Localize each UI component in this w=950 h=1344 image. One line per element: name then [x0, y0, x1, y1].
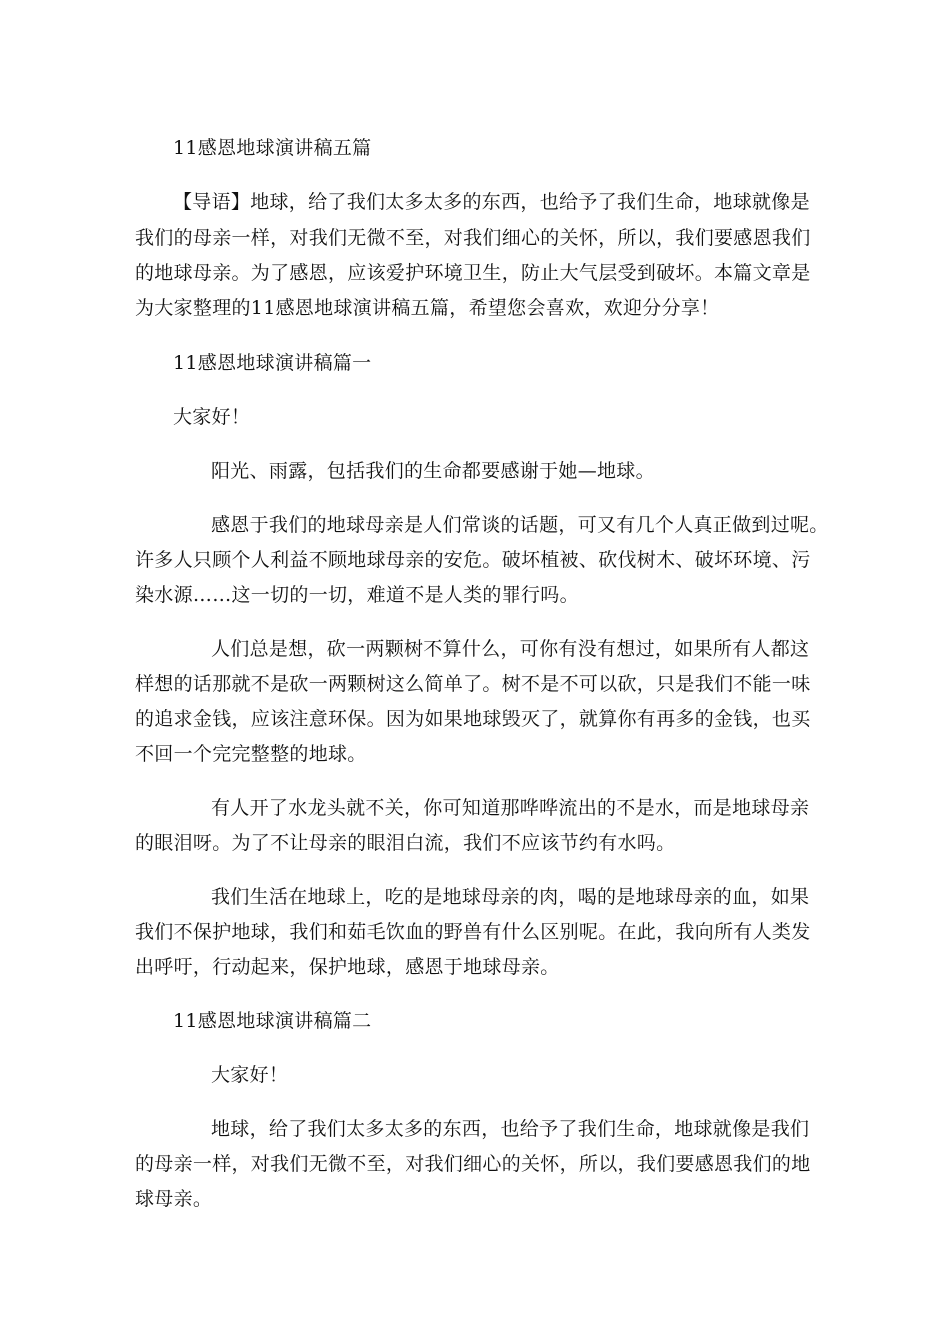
section2-heading: 11感恩地球演讲稿篇二: [173, 1010, 372, 1032]
paragraph-line: 许多人只顾个人利益不顾地球母亲的安危。破坏植被、砍伐树木、破坏环境、污: [135, 549, 811, 571]
paragraph-line: 的母亲一样，对我们无微不至，对我们细心的关怀，所以，我们要感恩我们的地: [135, 1153, 811, 1175]
intro-line: 为大家整理的11感恩地球演讲稿五篇，希望您会喜欢，欢迎分分享！: [135, 297, 720, 319]
paragraph-line: 出呼吁，行动起来，保护地球，感恩于地球母亲。: [135, 956, 560, 978]
section2-greeting: 大家好！: [211, 1064, 289, 1086]
paragraph-line: 球母亲。: [135, 1188, 213, 1210]
paragraph-line: 地球，给了我们太多太多的东西，也给予了我们生命，地球就像是我们: [211, 1118, 810, 1140]
paragraph-line: 我们生活在地球上，吃的是地球母亲的肉，喝的是地球母亲的血，如果: [211, 886, 810, 908]
paragraph-line: 样想的话那就不是砍一两颗树这么简单了。树不是不可以砍，只是我们不能一味: [135, 673, 811, 695]
intro-line: 我们的母亲一样，对我们无微不至，对我们细心的关怀，所以，我们要感恩我们: [135, 227, 811, 249]
document-title: 11感恩地球演讲稿五篇: [173, 137, 372, 159]
paragraph-line: 我们不保护地球，我们和茹毛饮血的野兽有什么区别呢。在此，我向所有人类发: [135, 921, 811, 943]
intro-line: 【导语】地球，给了我们太多太多的东西，也给予了我们生命，地球就像是: [173, 191, 810, 213]
section1-greeting: 大家好！: [173, 406, 251, 428]
paragraph-line: 的眼泪呀。为了不让母亲的眼泪白流，我们不应该节约有水吗。: [135, 832, 676, 854]
paragraph-line: 染水源……这一切的一切，难道不是人类的罪行吗。: [135, 584, 579, 606]
intro-line: 的地球母亲。为了感恩，应该爱护环境卫生，防止大气层受到破坏。本篇文章是: [135, 262, 811, 284]
paragraph-line: 感恩于我们的地球母亲是人们常谈的话题，可又有几个人真正做到过呢。: [211, 514, 829, 536]
paragraph-line: 的追求金钱，应该注意环保。因为如果地球毁灭了，就算你有再多的金钱，也买: [135, 708, 811, 730]
paragraph-line: 不回一个完完整整的地球。: [135, 743, 367, 765]
section1-heading: 11感恩地球演讲稿篇一: [173, 352, 372, 374]
paragraph-line: 人们总是想，砍一两颗树不算什么，可你有没有想过，如果所有人都这: [211, 638, 810, 660]
section1-paragraph-1: 阳光、雨露，包括我们的生命都要感谢于她—地球。: [211, 460, 655, 482]
paragraph-line: 有人开了水龙头就不关，你可知道那哗哗流出的不是水，而是地球母亲: [211, 797, 810, 819]
